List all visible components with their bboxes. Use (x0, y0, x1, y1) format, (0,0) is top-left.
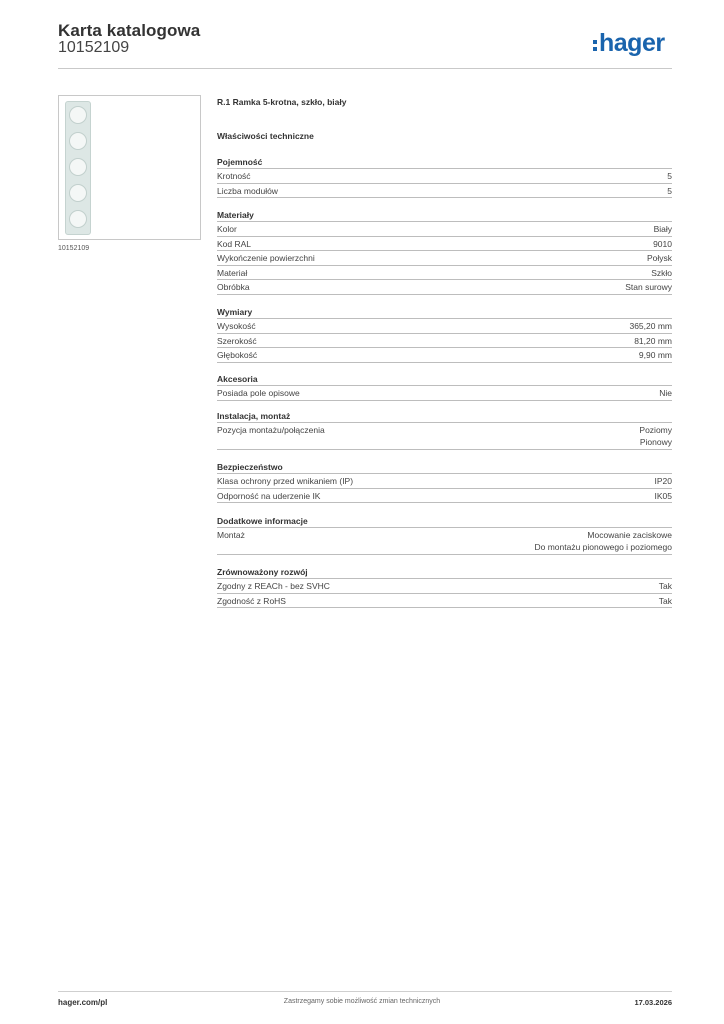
section-heading: Pojemność (217, 157, 263, 167)
logo-text: hager (599, 28, 665, 57)
footer-disclaimer: Zastrzegamy sobie możliwość zmian technicznych (283, 998, 441, 1005)
socket-hole-icon (69, 158, 87, 176)
spec-value: 5 (667, 171, 672, 181)
section-heading: Dodatkowe informacje (217, 516, 308, 526)
spec-label: Materiał (217, 267, 248, 278)
spec-value: Poziomy (639, 425, 672, 435)
row-divider (217, 221, 672, 222)
row-divider (217, 183, 672, 184)
row-divider (217, 488, 672, 489)
section-heading: Bezpieczeństwo (217, 462, 283, 472)
spec-value: Stan surowy (625, 282, 672, 293)
spec-label: Obróbka (217, 282, 250, 293)
spec-value: 9010 (653, 238, 672, 249)
row-divider (217, 250, 672, 251)
spec-value: Nie (659, 388, 672, 398)
spec-value: 365,20 mm (629, 321, 672, 331)
spec-label: Wykończenie powierzchni (217, 253, 315, 264)
row-divider (217, 473, 672, 474)
row-divider (217, 347, 672, 348)
section-heading: Instalacja, montaż (217, 411, 291, 421)
row-divider (217, 168, 672, 169)
spec-label: Zgodny z REACh - bez SVHC (217, 581, 330, 591)
spec-label: Montaż (217, 530, 245, 540)
spec-value: Biały (653, 224, 672, 234)
row-divider (217, 333, 672, 334)
row-divider (217, 197, 672, 198)
spec-label: Klasa ochrony przed wnikaniem (IP) (217, 476, 354, 486)
footer-website: hager.com/pl (58, 998, 108, 1007)
spec-label: Zgodność z RoHS (217, 595, 286, 606)
header-divider (58, 68, 672, 69)
section-heading: Materiały (217, 210, 254, 220)
product-image (58, 95, 201, 240)
section-heading: Wymiary (217, 307, 253, 317)
row-divider (217, 578, 672, 579)
spec-label: Pozycja montażu/połączenia (217, 425, 325, 435)
spec-value: Szkło (651, 267, 672, 278)
spec-label: Krotność (217, 171, 251, 181)
socket-hole-icon (69, 106, 87, 124)
row-divider (217, 236, 672, 237)
spec-label: Kod RAL (217, 238, 252, 249)
hager-logo (593, 29, 665, 57)
row-divider (217, 607, 672, 608)
row-divider (217, 554, 672, 555)
spec-value: Mocowanie zaciskowe (587, 530, 672, 540)
socket-hole-icon (69, 184, 87, 202)
section-heading: Akcesoria (217, 374, 258, 384)
spec-label: Odporność na uderzenie IK (217, 490, 321, 501)
spec-value: IP20 (654, 476, 672, 486)
spec-value-secondary: Do montażu pionowego i poziomego (534, 542, 672, 552)
socket-hole-icon (69, 210, 87, 228)
spec-value: IK05 (654, 490, 672, 501)
row-divider (217, 422, 672, 423)
image-caption: 10152109 (58, 245, 90, 252)
spec-label: Szerokość (217, 335, 257, 346)
tech-properties-heading: Właściwości techniczne (217, 131, 314, 141)
footer-divider (58, 991, 672, 992)
footer-date: 17.03.2026 (634, 998, 672, 1007)
spec-value: 9,90 mm (638, 350, 672, 361)
spec-value: 81,20 mm (634, 335, 672, 346)
row-divider (217, 318, 672, 319)
spec-value-secondary: Pionowy (639, 437, 672, 447)
catalog-number: 10152109 (58, 39, 130, 56)
product-title: R.1 Ramka 5-krotna, szkło, biały (217, 97, 347, 107)
spec-value: 5 (667, 185, 672, 196)
frame-icon (65, 101, 91, 235)
row-divider (217, 527, 672, 528)
row-divider (217, 449, 672, 450)
spec-value: Tak (658, 595, 672, 606)
spec-label: Głębokość (217, 350, 258, 361)
row-divider (217, 593, 672, 594)
socket-hole-icon (69, 132, 87, 150)
row-divider (217, 502, 672, 503)
section-heading: Zrównoważony rozwój (217, 567, 308, 577)
spec-value: Połysk (646, 253, 672, 264)
row-divider (217, 279, 672, 280)
row-divider (217, 400, 672, 401)
spec-label: Liczba modułów (217, 185, 278, 196)
row-divider (217, 265, 672, 266)
page-title: Karta katalogowa (58, 21, 201, 40)
row-divider (217, 362, 672, 363)
spec-value: Tak (658, 581, 672, 591)
spec-label: Posiada pole opisowe (217, 388, 300, 398)
spec-label: Kolor (217, 224, 237, 234)
logo-dots-icon (593, 40, 597, 51)
row-divider (217, 294, 672, 295)
spec-label: Wysokość (217, 321, 256, 331)
row-divider (217, 385, 672, 386)
